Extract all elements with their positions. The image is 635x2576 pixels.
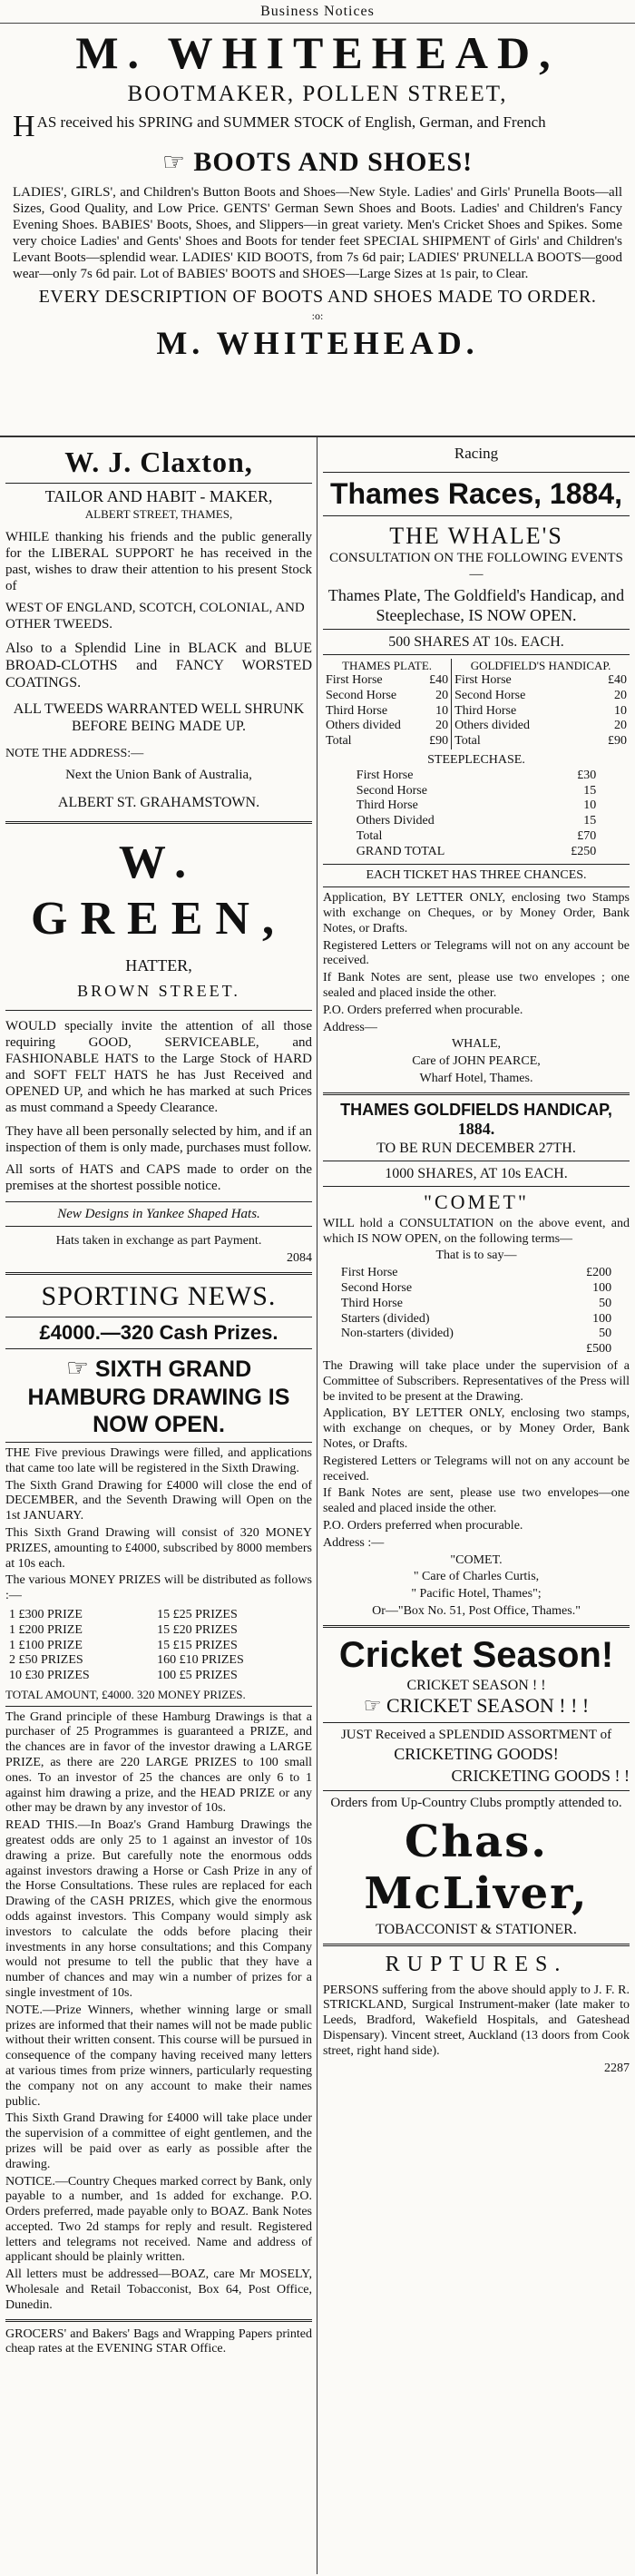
grocers-advert: GROCERS' and Bakers' Bags and Wrapping Papers printed cheap rates at the EVENING STAR Office. — [5, 2326, 312, 2356]
pointing-hand-icon: ☞ — [161, 147, 186, 178]
table-cell: 15 — [583, 814, 597, 828]
table-row — [5, 1623, 312, 1639]
cricket-title: Cricket Season! — [338, 1634, 614, 1675]
table-cell: 2 £50 PRIZES — [9, 1653, 83, 1668]
table-cell: 10 £30 PRIZES — [9, 1669, 90, 1683]
table-row — [5, 1669, 312, 1684]
table-row — [338, 1266, 614, 1281]
cricket-l2: CRICKET SEASON ! ! — [406, 1677, 546, 1693]
table-row — [354, 829, 599, 845]
two-column-area — [0, 436, 635, 2572]
claxton-advert — [5, 445, 312, 812]
claxton-p3: Also to a Splendid Line in BLACK and BLUE BROAD-CLOTHS and FANCY WORSTED COATINGS. — [5, 640, 312, 691]
table-cell: 100 — [592, 1311, 612, 1326]
table-cell: Second Horse — [340, 1281, 413, 1295]
green-p5: Hats taken in exchange as part Payment. — [55, 1234, 262, 1249]
table-cell: First Horse — [452, 673, 589, 689]
drop-cap: H — [13, 109, 35, 143]
sport-p6: READ THIS.—In Boaz's Grand Hamburg Drawings the greatest odds are only 25 to 1 against an investor of 10s drawing a prize. But carefully note the enormous odds against investors drawing a Horse or Cash Prize in any of the Horse Consultations. These rules are replaced for each Drawing of the CASH PRIZES, which give the enormous odds against investors. This Company would simply ask investors to calculate the odds before placing their investments in any horse consultations; and this Company would not presume to tell the public that they have a number of chances and may win a number of prizes for a single investment of 10s. — [5, 1818, 312, 2000]
comet-prize-table — [338, 1266, 614, 1357]
sixth-text: SIXTH GRAND HAMBURG DRAWING IS NOW OPEN. — [27, 1357, 290, 1438]
steeple-table — [354, 769, 599, 860]
table-cell: Third Horse — [356, 798, 418, 813]
sport-p10: All letters must be addressed—BOAZ, care Mr MOSELY, Wholesale and Retail Tobacconist, Box 64, Post Office, Dunedin. — [5, 2267, 312, 2312]
table-cell: 20 — [435, 719, 449, 733]
table-cell: £250 — [571, 844, 597, 858]
table-row — [354, 814, 599, 829]
advert-address: BOOTMAKER, POLLEN STREET, — [127, 81, 508, 106]
cricket-l3: CRICKET SEASON ! ! ! — [386, 1693, 590, 1717]
sport-p5: The Grand principle of these Hamburg Drawings is that a purchaser of 25 Programmes is guaranteed a PRIZE, and the chances are in favor of the investor drawing a LARGE PRIZE, as there are 220 LARGE PRIZES to 100 small ones. To an investor of 25 the chances are only 6 to 1 against him drawing a prize, and the HEAD PRIZE or any other may be drawn by any investor of 10s. — [5, 1709, 312, 1816]
table-cell: Second Horse — [326, 688, 397, 702]
table-cell: First Horse — [340, 1266, 398, 1280]
table-row — [5, 1653, 312, 1669]
claxton-note: NOTE THE ADDRESS:— — [5, 746, 144, 760]
table-cell: £30 — [577, 768, 597, 782]
table-row — [323, 689, 630, 704]
goldfields-p5: If Bank Notes are sent, please use two envelopes—one sealed and placed inside the other. — [323, 1486, 630, 1516]
sporting-advert — [5, 1280, 312, 2314]
sport-p1: THE Five previous Drawings were filled, and applications that came too late will be registered in the Sixth Drawing. — [5, 1446, 312, 1475]
prize-total: TOTAL AMOUNT, £4000. 320 MONEY PRIZES. — [5, 1688, 246, 1701]
green-trade: HATTER, — [125, 956, 192, 975]
three-chances: EACH TICKET HAS THREE CHANCES. — [366, 867, 587, 882]
sporting-title: SPORTING NEWS. — [41, 1281, 277, 1312]
green-street: BROWN STREET. — [77, 981, 240, 1000]
advert-name: M. WHITEHEAD, — [75, 27, 560, 78]
goldfields-p3: Application, BY LETTER ONLY, enclosing two stamps, with exchange on cheques, or by Money Order, Bank Notes, or Drafts. — [323, 1406, 630, 1451]
goldfields-addr2: " Care of Charles Curtis, — [413, 1570, 540, 1584]
table-cell: First Horse — [326, 672, 383, 687]
whale-heading: THE WHALE'S — [389, 522, 563, 549]
table-cell: Third Horse — [452, 704, 589, 720]
sport-p8: This Sixth Grand Drawing for £4000 will take place under the supervision of a committee of eight gentlemen, and the prizes will be paid over as early as possible after the drawing. — [5, 2111, 312, 2171]
table-cell — [338, 1342, 557, 1357]
table-cell: 20 — [435, 688, 449, 702]
goldfields-addr4: Or—"Box No. 51, Post Office, Thames." — [372, 1603, 581, 1618]
goldfields-say: That is to say— — [435, 1249, 517, 1263]
table-cell: GRAND TOTAL — [356, 844, 445, 858]
advert-intro — [13, 109, 622, 143]
racing-p3: If Bank Notes are sent, please use two envelopes ; one sealed and placed inside the other. — [323, 971, 630, 1001]
comet-heading: "COMET" — [424, 1190, 529, 1214]
whale-shares: 500 SHARES AT 10s. EACH. — [388, 634, 564, 651]
prize-table — [5, 1608, 312, 1684]
table-cell: 15 £20 PRIZES — [157, 1622, 238, 1637]
cricket-p1: JUST Received a SPLENDID ASSORTMENT of — [340, 1728, 612, 1743]
table-cell: 10 — [583, 798, 597, 813]
sport-p7: NOTE.—Prize Winners, whether winning large or small prizes are informed that their names will not be made public without their written consent. This course will be pursued in consequence of the company having received many letters at various times from prize winners, particularly requesting the company not on any account to make their names public. — [5, 2003, 312, 2109]
green-p4: New Designs in Yankee Shaped Hats. — [57, 1207, 260, 1222]
table-cell: Starters (divided) — [340, 1311, 430, 1326]
table-row — [354, 845, 599, 860]
table-row — [323, 673, 630, 689]
section-title: Business Notices — [260, 4, 375, 19]
table-cell: 10 — [435, 703, 449, 718]
advert-tagline: EVERY DESCRIPTION OF BOOTS AND SHOES MADE TO ORDER. — [38, 287, 597, 308]
col-thames-plate: THAMES PLATE. — [342, 659, 433, 673]
goldfields-p1: WILL hold a CONSULTATION on the above event, and which IS NOW OPEN, on the following terms— — [323, 1216, 630, 1246]
table-cell: 1 £300 PRIZE — [9, 1608, 83, 1622]
table-cell: 1 £100 PRIZE — [9, 1638, 83, 1652]
table-cell: 20 — [614, 688, 627, 702]
goldfields-p2: The Drawing will take place under the supervision of a Committee of Subscribers. Representatives of the Press will be invited to be present at the Drawing. — [323, 1358, 630, 1404]
table-row — [5, 1608, 312, 1623]
sport-p3: This Sixth Grand Drawing will consist of 320 MONEY PRIZES, amounting to £4000, subscribed by 8000 members at 10s each. — [5, 1526, 312, 1571]
table-cell: 20 — [614, 719, 627, 733]
table-cell: 1 £200 PRIZE — [9, 1622, 83, 1637]
cricket-goods1: CRICKETING GOODS! — [394, 1745, 559, 1764]
pointing-hand-icon: ☞ — [363, 1694, 382, 1718]
green-advert — [5, 835, 312, 1268]
goldfields-run: TO BE RUN DECEMBER 27TH. — [376, 1141, 576, 1157]
table-cell: £200 — [586, 1266, 612, 1280]
goldfields-addr3: " Pacific Hotel, Thames"; — [411, 1587, 542, 1601]
goldfields-p4: Registered Letters or Telegrams will not on any account be received. — [323, 1454, 630, 1484]
green-name: W. GREEN, — [31, 836, 287, 945]
table-cell: £90 — [429, 734, 449, 749]
table-row — [338, 1312, 614, 1327]
advert-body: LADIES', GIRLS', and Children's Button Boots and Shoes—New Style. Ladies' and Girls' Prunella Boots—all Sizes, Good Quality, and Low Price. GENTS' German Sewn Shoes and Boots. Ladies' and Children's Fancy Evening Shoes. BABIES' Boots, Shoes, and Slippers—in great variety. Men's Cricket Shoes and Spikes. Some very choice Ladies' and Gents' Shoes and Boots for tender feet SPECIAL SHIPMENT of Girls' and Children's Levant Boots—splendid wear. LADIES' KID BOOTS, from 7s 6d pair; LADIES' PRUNELLA BOOTS—good wear—only 7s 6d pair. Lot of BABIES' BOOTS and SHOES—Large Sizes at 1s pair, to Clear. — [13, 185, 622, 282]
goldfields-p6: P.O. Orders preferred when procurable. — [323, 1518, 523, 1533]
right-column — [323, 437, 630, 2078]
ruptures-num: 2287 — [604, 2061, 630, 2075]
table-cell: 160 £10 PRIZES — [157, 1653, 244, 1668]
boots-heading — [13, 146, 622, 179]
cricket-l3-row — [323, 1694, 630, 1719]
table-cell: 50 — [599, 1327, 612, 1341]
table-cell: First Horse — [356, 768, 414, 782]
table-row — [338, 1342, 614, 1357]
table-cell: Others divided — [452, 719, 589, 734]
table-cell: 15 £15 PRIZES — [157, 1638, 238, 1652]
table-row — [323, 734, 630, 749]
claxton-p2: WEST OF ENGLAND, SCOTCH, COLONIAL, AND OTHER TWEEDS. — [5, 600, 305, 632]
claxton-trade: TAILOR AND HABIT - MAKER, — [44, 487, 273, 506]
table-row — [354, 784, 599, 799]
table-cell: Others divided — [326, 719, 401, 733]
racing-label: Racing — [454, 445, 499, 462]
goldfields-addr-label: Address :— — [323, 1535, 385, 1550]
goldfields-title: THAMES GOLDFIELDS HANDICAP, — [340, 1100, 612, 1119]
green-p2: They have all been personally selected by him, and if an inspection of them is only made, purchases must follow. — [5, 1124, 312, 1156]
table-cell: Third Horse — [326, 703, 388, 718]
table-cell: 15 — [583, 783, 597, 798]
table-row — [323, 704, 630, 720]
table-cell: 15 £25 PRIZES — [157, 1608, 238, 1622]
table-cell: £90 — [608, 734, 627, 749]
sport-p2: The Sixth Grand Drawing for £4000 will close the end of DECEMBER, and the Seventh Drawing will Open on the 1st JANUARY. — [5, 1478, 312, 1523]
table-cell: 10 — [614, 703, 627, 718]
table-row — [5, 1639, 312, 1654]
goldfields-year: 1884. — [457, 1120, 495, 1139]
racing-addr-label: Address— — [323, 1020, 377, 1034]
table-cell: Non-starters (divided) — [340, 1327, 454, 1341]
table-cell: 50 — [599, 1296, 612, 1310]
table-cell: £70 — [577, 828, 597, 843]
intro-text: AS received his SPRING and SUMMER STOCK of English, German, and French — [36, 113, 546, 131]
racing-p4: P.O. Orders preferred when procurable. — [323, 1003, 523, 1017]
table-cell: Total — [356, 828, 383, 843]
table-cell: Second Horse — [356, 783, 427, 798]
green-p3: All sorts of HATS and CAPS made to order on the premises at the shortest possible notice. — [5, 1162, 312, 1194]
table-cell: 100 — [592, 1281, 612, 1295]
cricket-orders: Orders from Up-Country Clubs promptly attended to. — [330, 1795, 622, 1810]
table-cell: Second Horse — [452, 689, 589, 704]
whale-consult: CONSULTATION ON THE FOLLOWING EVENTS— — [329, 550, 623, 582]
table-row — [338, 1297, 614, 1312]
table-cell: Others Divided — [356, 814, 435, 828]
table-cell: £40 — [429, 672, 449, 687]
sixth-drawing — [5, 1353, 312, 1438]
claxton-p4: ALL TWEEDS WARRANTED WELL SHRUNK BEFORE BEING MADE UP. — [13, 701, 305, 735]
table-cell: 100 £5 PRIZES — [157, 1669, 238, 1683]
green-p1: WOULD specially invite the attention of all those requiring GOOD, SERVICEABLE, and FASHIONABLE HATS to the Large Stock of HARD and SOFT FELT HATS he has Just Received and OPENED UP, and which he has marked at such Prices as must command a Speedy Clearance. — [5, 1019, 312, 1116]
table-row — [338, 1327, 614, 1342]
table-cell: Third Horse — [340, 1296, 403, 1310]
whale-events: Thames Plate, The Goldfield's Handicap, and Steeplechase, IS NOW OPEN. — [327, 585, 625, 624]
table-cell: Total — [452, 734, 589, 749]
ruptures-title: RUPTURES. — [385, 1952, 568, 1976]
mcliver-name: Chas. McLiver, — [364, 1816, 589, 1920]
racing-addr3: Wharf Hotel, Thames. — [419, 1072, 533, 1086]
sport-p4: The various MONEY PRIZES will be distributed as follows :— — [5, 1573, 312, 1603]
whitehead-advert — [0, 24, 635, 364]
table-cell: £40 — [608, 672, 627, 687]
section-header — [0, 0, 635, 24]
col-goldfields: GOLDFIELD'S HANDICAP. — [452, 659, 630, 673]
table-row — [354, 798, 599, 814]
left-column — [5, 437, 312, 2359]
green-num: 2084 — [287, 1251, 312, 1266]
table-row — [323, 719, 630, 734]
table-cell: Total — [326, 734, 352, 749]
advert-signature: M. WHITEHEAD. — [156, 325, 479, 362]
table-cell: £500 — [586, 1342, 612, 1357]
column-divider — [317, 437, 318, 2574]
ruptures-p1: PERSONS suffering from the above should apply to J. F. R. STRICKLAND, Surgical Instrument-maker (late maker to Leeds, Bradford, Wakefield Hospitals, and Gateshead Dispensary). Vincent street, Auckland (13 doors from Cook street, right hand side). — [323, 1983, 630, 2058]
mcliver-trade: TOBACCONIST & STATIONER. — [376, 1921, 577, 1937]
cricket-goods2: CRICKETING GOODS ! ! — [451, 1766, 630, 1785]
goldfields-shares: 1000 SHARES, AT 10s EACH. — [385, 1166, 568, 1182]
claxton-p1: WHILE thanking his friends and the public generally for the LIBERAL SUPPORT he has received in the past, wishes to draw their attention to his present Stock of — [5, 529, 312, 593]
claxton-next: Next the Union Bank of Australia, — [65, 768, 252, 783]
claxton-name: W. J. Claxton, — [64, 446, 253, 478]
steeple-title: STEEPLECHASE. — [427, 752, 525, 767]
ornament-separator: :o: — [311, 309, 324, 323]
boots-text: BOOTS AND SHOES! — [193, 147, 474, 178]
racing-addr2: Care of JOHN PEARCE, — [412, 1054, 541, 1069]
cash-prizes: £4000.—320 Cash Prizes. — [39, 1321, 278, 1345]
racing-addr1: WHALE, — [451, 1037, 502, 1052]
whale-prize-table — [323, 659, 630, 749]
goldfields-addr1: "COMET. — [450, 1552, 503, 1567]
table-row — [338, 1281, 614, 1297]
table-row — [354, 769, 599, 784]
claxton-street: ALBERT STREET, THAMES, — [84, 506, 233, 521]
racing-p2: Registered Letters or Telegrams will not on any account be received. — [323, 938, 630, 968]
pointing-hand-icon: ☞ — [65, 1353, 89, 1384]
sport-p9: NOTICE.—Country Cheques marked correct by Bank, only payable to a number, and 1s added for exchange. P.O. Orders preferred, made payable only to BOAZ. Bank Notes accepted. Two 2d stamps for reply and result. Registered letters and telegrams not received. Name and address of applicant should be plainly written. — [5, 2174, 312, 2265]
racing-p1: Application, BY LETTER ONLY, enclosing two Stamps with exchange on Cheques, or by Money Order, Bank Notes, or Drafts. — [323, 891, 630, 935]
claxton-addr: ALBERT ST. GRAHAMSTOWN. — [57, 795, 260, 811]
races-title: Thames Races, 1884, — [330, 477, 622, 511]
